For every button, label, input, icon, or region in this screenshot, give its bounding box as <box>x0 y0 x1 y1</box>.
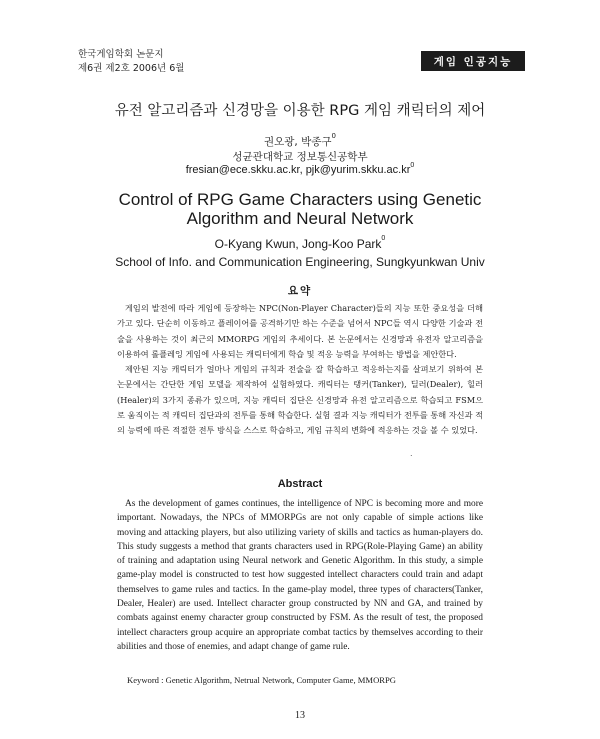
journal-header <box>78 48 184 76</box>
abstract-heading: Abstract <box>277 478 323 490</box>
page-number: 13 <box>295 710 305 721</box>
english-title-line1: Control of RPG Game Characters using Genetic <box>118 190 482 209</box>
summary-paragraph-1: 게임의 발전에 따라 게임에 등장하는 NPC(Non-Player Character)들의 지능 또한 중요성을 더해가고 있다. 단순히 이동하고 플레이어를 공격하기만 하는 수준을 넘어서 NPC들 역시 다양한 기술과 전술을 사용하는 것이 최근의 MMORPG 게임의 추세이다. 본 논문에서는 신경망과 유전자 알고리즘을 이용하여 롤플레잉 게임에 사용되는 캐릭터에게 학습 및 적응 능력을 부여하는 방법을 제안한다. <box>117 303 483 359</box>
keywords: Keyword : Genetic Algorithm, Netrual Network, Computer Game, MMORPG <box>127 675 396 685</box>
category-tag: 게임 인공지능 <box>421 51 525 71</box>
english-authors-text: O-Kyang Kwun, Jong-Koo Park <box>214 237 382 251</box>
email-mark: 0 <box>410 162 415 169</box>
author-emails <box>0 164 600 176</box>
korean-title: 유전 알고리즘과 신경망을 이용한 RPG 게임 캐릭터의 제어 <box>114 103 486 119</box>
english-affiliation: School of Info. and Communication Engineering, Sungkyunkwan Univ <box>115 255 485 269</box>
korean-authors <box>0 134 600 149</box>
abstract-paragraph-1: As the development of games continues, the intelligence of NPC is becoming more and more important. Nowadays, the NPCs of MMORPGs are not only capable of simple actions like moving and attacking players, but also utilizing variety of skills and tactics as human-players do. This study suggests a method that grants characters used in RPG(Role-Playing Game) an ability of training and adaptation using Neural network and Genetic Algorithm. In this study, a simple game-play model is constructed to test how suggested intellect characters could train and adapt themselves to game rules and tactics. In the game-play model, three types of characters(Tanker, Dealer, Healer) are used. Intellect character group constructed by NN and GA, and trained by combats against enemy character group constructed by FSM. As the result of test, the proposed intellect characters group acquire an appropriate combat tactics by themselves according to their abilities and those of enemies, and adapt change of game rule. <box>117 499 483 652</box>
korean-author-mark: 0 <box>331 132 336 140</box>
korean-affiliation: 성균관대학교 정보통신공학부 <box>232 151 368 163</box>
english-title-line2: Algorithm and Neural Network <box>186 209 414 228</box>
english-abstract <box>117 497 483 654</box>
english-authors <box>0 237 600 251</box>
summary-paragraph-2: 제안된 지능 캐릭터가 얼마나 게임의 규칙과 전술을 잘 학습하고 적응하는지를 살펴보기 위하여 본 논문에서는 간단한 게임 모델을 제작하여 실험하였다. 캐릭터는 탱커(Tanker), 딜러(Dealer), 힐러(Healer)의 3가지 종류가 있으며, 지능 캐릭터 집단은 신경망과 유전 알고리즘으로 학습되고 FSM으로 움직이는 적 캐릭터 집단과의 전투를 통해 학습한다. 실험 결과 지능 캐릭터가 전투를 통해 자신과 적의 능력에 따른 적절한 전투 방식을 스스로 학습하고, 게임 규칙의 변화에 적응하는 것을 볼 수 있었다. <box>117 364 483 436</box>
korean-summary <box>117 301 483 439</box>
korean-authors-text: 권오광, 박종구 <box>263 136 332 148</box>
english-title <box>0 190 600 228</box>
stray-mark: . <box>410 449 413 458</box>
summary-heading: 요약 <box>287 285 313 297</box>
english-author-mark: 0 <box>381 235 386 242</box>
journal-issue: 제6권 제2호 2006년 6월 <box>78 63 185 74</box>
journal-name: 한국게임학회 논문지 <box>78 49 164 60</box>
author-emails-text: fresian@ece.skku.ac.kr, pjk@yurim.skku.ac.kr <box>185 164 411 176</box>
